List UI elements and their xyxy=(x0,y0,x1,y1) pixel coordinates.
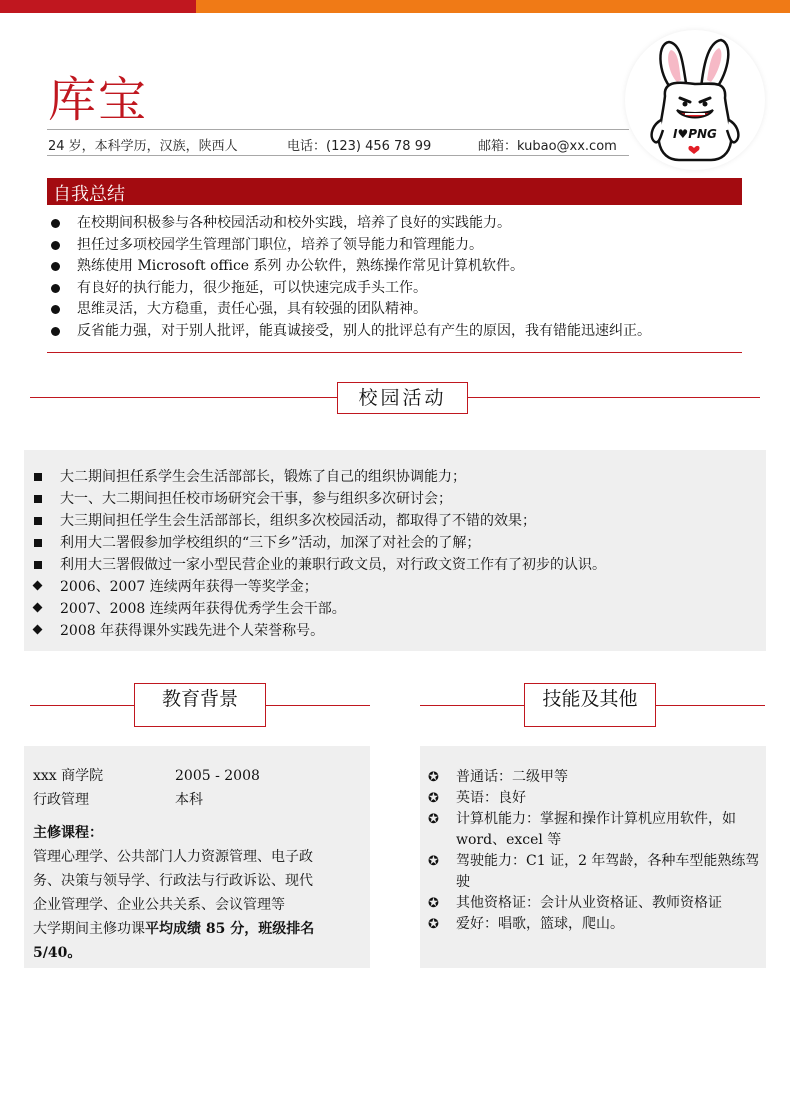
list-item: 大三期间担任学生会生活部部长，组织多次校园活动，都取得了不错的效果； xyxy=(33,510,753,532)
list-item: ✪ 其他资格证：会计从业资格证、教师资格证 xyxy=(428,893,763,914)
skills-section-title: 技能及其他 xyxy=(524,683,656,727)
basic-info: 24 岁，本科学历，汉族，陕西人 xyxy=(48,139,238,154)
courses-line: 企业管理学、企业公共关系、会议管理等 xyxy=(33,897,285,913)
info-divider-bottom xyxy=(47,155,629,156)
list-item: ✪ 普通话：二级甲等 xyxy=(428,767,763,788)
top-accent-bar-orange xyxy=(196,0,790,13)
list-item: 熟练使用 Microsoft office 系列 办公软件，熟练操作常见计算机软件。 xyxy=(47,256,747,278)
square-bullet-icon xyxy=(34,539,42,547)
top-accent-bar-red xyxy=(0,0,196,13)
education-major-row xyxy=(33,788,363,812)
list-item: ✪ 计算机能力：掌握和操作计算机应用软件，如 word、excel 等 xyxy=(428,811,736,848)
degree: 本科 xyxy=(175,792,203,808)
list-item: 有良好的执行能力，很少拖延，可以快速完成手头工作。 xyxy=(47,278,747,300)
school-name: xxx 商学院 xyxy=(33,768,104,784)
square-bullet-icon xyxy=(34,473,42,481)
summary-divider xyxy=(47,352,742,353)
list-item: 大二期间担任系学生会生活部部长，锻炼了自己的组织协调能力； xyxy=(33,466,753,488)
list-item: 在校期间积极参与各种校园活动和校外实践，培养了良好的实践能力。 xyxy=(47,213,747,235)
avatar xyxy=(625,30,765,170)
star-bullet-icon: ✪ xyxy=(428,791,439,806)
list-item: ✪ 驾驶能力：C1 证，2 年驾龄，各种车型能熟练驾驶 xyxy=(428,853,760,890)
bullet-dot-icon xyxy=(51,219,60,228)
study-period: 2005 - 2008 xyxy=(175,768,260,784)
campus-section-title: 校园活动 xyxy=(337,382,468,414)
star-bullet-icon: ✪ xyxy=(428,917,439,932)
education-section-title: 教育背景 xyxy=(134,683,266,727)
phone: 电话：(123) 456 78 99 xyxy=(287,139,432,154)
list-item: 利用大二署假参加学校组织的“三下乡”活动，加深了对社会的了解； xyxy=(33,532,753,554)
list-item: 2008 年获得课外实践先进个人荣誉称号。 xyxy=(33,620,753,642)
email: 邮箱：kubao@xx.com xyxy=(478,139,617,154)
summary-list xyxy=(47,213,747,342)
list-item: ✪ 爱好：唱歌，篮球，爬山。 xyxy=(428,914,763,935)
list-item: 反省能力强，对于别人批评，能真诚接受，别人的批评总有产生的原因，我有错能迅速纠正。 xyxy=(47,321,747,343)
education-school-row xyxy=(33,764,363,788)
bullet-dot-icon xyxy=(51,284,60,293)
bullet-dot-icon xyxy=(51,241,60,250)
star-bullet-icon: ✪ xyxy=(428,770,439,785)
campus-list xyxy=(33,466,753,642)
square-bullet-icon xyxy=(34,561,42,569)
info-divider-top xyxy=(47,129,629,130)
courses-label: 主修课程： xyxy=(33,825,103,841)
summary-section-header xyxy=(47,178,742,205)
candidate-name: 库宝 xyxy=(48,72,149,128)
list-item: 大一、大二期间担任校市场研究会干事，参与组织多次研讨会； xyxy=(33,488,753,510)
list-item: 思维灵活，大方稳重，责任心强，具有较强的团队精神。 xyxy=(47,299,747,321)
courses-line: 务、决策与领导学、行政法与行政诉讼、现代 xyxy=(33,873,313,889)
list-item: 担任过多项校园学生管理部门职位，培养了领导能力和管理能力。 xyxy=(47,235,747,257)
score-rank: 5/40。 xyxy=(33,945,82,961)
square-bullet-icon xyxy=(34,495,42,503)
list-item: 2007、2008 连续两年获得优秀学生会干部。 xyxy=(33,598,753,620)
star-bullet-icon: ✪ xyxy=(428,896,439,911)
summary-title: 自我总结 xyxy=(53,184,125,205)
star-bullet-icon: ✪ xyxy=(428,854,439,869)
list-item: ✪ 英语：良好 xyxy=(428,788,763,809)
bullet-dot-icon xyxy=(51,327,60,336)
courses-line: 管理心理学、公共部门人力资源管理、电子政 xyxy=(33,849,313,865)
skills-list xyxy=(428,767,763,935)
list-item: 2006、2007 连续两年获得一等奖学金； xyxy=(33,576,753,598)
list-item: 利用大三署假做过一家小型民营企业的兼职行政文员，对行政文资工作有了初步的认识。 xyxy=(33,554,753,576)
avatar-caption: I♥PNG xyxy=(673,127,717,141)
bullet-dot-icon xyxy=(51,262,60,271)
diamond-bullet-icon xyxy=(33,625,43,635)
major: 行政管理 xyxy=(33,792,89,808)
diamond-bullet-icon xyxy=(33,603,43,613)
rabbit-avatar-icon xyxy=(625,30,765,170)
star-bullet-icon: ✪ xyxy=(428,812,439,827)
square-bullet-icon xyxy=(34,517,42,525)
education-content xyxy=(33,764,363,965)
diamond-bullet-icon xyxy=(33,581,43,591)
score-line: 大学期间主修功课平均成绩 85 分，班级排名 xyxy=(33,921,315,937)
bullet-dot-icon xyxy=(51,305,60,314)
